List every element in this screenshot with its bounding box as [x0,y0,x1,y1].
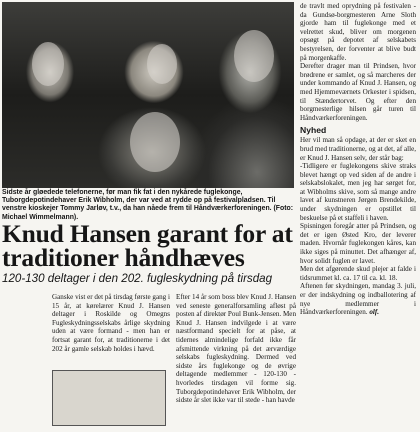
portrait-photo [52,370,166,426]
photo-caption: Sidste år gløedede telefonerne, før man fik fat i den nykårede fuglekonge, Tuborgdepotindehaver Erik Wibholm, der var ved at rydde op på festivalpladsen. Til venstre kioskejer Tommy Jarløv, t.v., da han nåede frem til Håndværkerforeningen. (Foto: Michael Wimmelmann). [2,189,294,221]
article-paragraph: de travlt med oprydning på festivalen - da Gundsø-borgmesteren Arne Sloth gjorde ham til fuglekonge med et velrettet skud, bliver om morgenen opsøgt på depotet af selskabets bestyrelsen, der forventer at blive budt på morgenkaffe. [300,2,416,62]
article-paragraph [300,282,416,316]
article-column-middle [176,293,296,405]
article-paragraph: Derefter drager man til Prindsen, hvor brødrene er samlet, og så marcheres der under kommando af Knud J. Hansen, og med Hjemmeværnets Orkester i spidsen, til Stændertorvet. Og efter den borgmesterlige hilsen går turen til Håndværkerforeningen. [300,62,416,122]
article-paragraph-text: Aftenen før skydningen, mandag 3. juli, er der indskydning og indballotering af nye medlemmer i Håndværkerforeningen. [300,282,416,317]
article-paragraph: Men det afgørende skud plejer at falde i tidsrummet kl. ca. 17 til ca. kl. 18. [300,265,416,282]
news-photo [2,2,294,188]
article-paragraph: Efter 14 år som boss blev Knud J. Hansen ved seneste generalforsamling afløst på posten af direktør Poul Bunk-Jensen. Men Knud J. Hansen indvilgede i at være næstformand specielt for at påse, at tidernes almindelige forfald ikke får afsmittende virkning på det ærværdige selskabs fugleskydning. Dermed ved sidste års fuglekonge og de øvrige deltagende medlemmer - 120-130 - hvorledes tirsdagen vil forme sig. Tuborgdepotindehaver Erik Wibholm, der sidste år slet ikke var til stede - han havde [176,293,296,405]
article-paragraph: Ganske vist er det på tirsdag første gang i 15 år, at kørelærer Knud J. Hansen deltager i Roskilde og Omegns Fugleskydningsselskabs årlige skydning uden at være formand - men han er fortsat garant for, at traditionerne i det 202 år gamle selskab holdes i hævd. [52,293,170,353]
article-column-left [52,293,170,353]
article-paragraph: -Tidligere er fuglekongens skive straks blevet hængt op ved siden af de andre i selskabslokalet, men jeg har sørget for, at Wibholms skive, som så mange andre lavet af kunstneren Jørgen Brendekilde, under skydningen er opstillet til beskuelse på et staffeli i haven. [300,162,416,222]
article-paragraph: Her vil man så opdage, at der er sket en brud med traditionerne, og at det, af alle, er Knud J. Hansen selv, der står bag: [300,136,416,162]
section-subheading: Nyhed [300,125,327,136]
article-headline: Knud Hansen garant for at traditioner håndhæves [2,219,293,272]
article-subhead: 120-130 deltager i den 202. fugleskydning på tirsdag [2,272,273,285]
article-paragraph: Spisningen foregår atter på Prindsen, og det er igen Østed Kro, der leverer maden. Hvornår fuglekongen kåres, kan ikke siges på minuttet. Det afhænger af, hvor solidt fuglen er lavet. [300,222,416,265]
article-column-right [300,2,416,317]
author-signature: olf. [369,308,380,317]
